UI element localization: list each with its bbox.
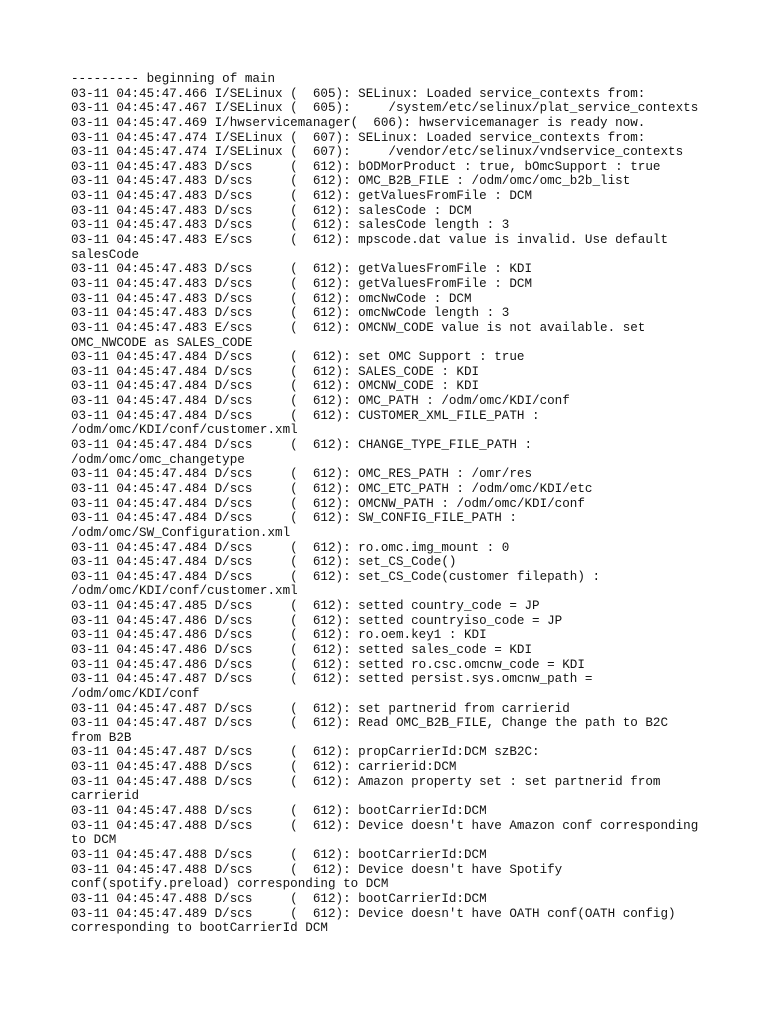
log-line: 03-11 04:45:47.489 D/scs ( 612): Device doesn't have OATH conf(OATH config) [71,906,676,921]
log-line: 03-11 04:45:47.488 D/scs ( 612): bootCarrierId:DCM [71,804,487,819]
log-line: /odm/omc/KDI/conf [71,686,200,701]
log-line: 03-11 04:45:47.484 D/scs ( 612): CHANGE_TYPE_FILE_PATH : [71,438,533,453]
log-line: 03-11 04:45:47.484 D/scs ( 612): OMCNW_CODE : KDI [71,379,480,394]
log-line: 03-11 04:45:47.485 D/scs ( 612): setted country_code = JP [71,599,540,614]
log-line: 03-11 04:45:47.486 D/scs ( 612): ro.oem.key1 : KDI [71,628,487,643]
log-line: 03-11 04:45:47.487 D/scs ( 612): Read OMC_B2B_FILE, Change the path to B2C [71,716,669,731]
log-line: 03-11 04:45:47.488 D/scs ( 612): bootCarrierId:DCM [71,891,487,906]
log-line: conf(spotify.preload) corresponding to DCM [71,877,389,892]
log-line: 03-11 04:45:47.466 I/SELinux ( 605): SELinux: Loaded service_contexts from: [71,86,646,101]
log-line: carrierid [71,789,140,804]
log-line: 03-11 04:45:47.483 D/scs ( 612): omcNwCode length : 3 [71,306,510,321]
log-line: --------- beginning of main [71,72,276,86]
log-line: 03-11 04:45:47.484 D/scs ( 612): set OMC Support : true [71,350,525,365]
log-line: 03-11 04:45:47.483 D/scs ( 612): getValuesFromFile : KDI [71,262,533,277]
log-line: 03-11 04:45:47.486 D/scs ( 612): setted ro.csc.omcnw_code = KDI [71,657,585,672]
log-line: 03-11 04:45:47.483 D/scs ( 612): getValuesFromFile : DCM [71,189,533,204]
log-line: /odm/omc/SW_Configuration.xml [71,525,291,540]
log-line: 03-11 04:45:47.488 D/scs ( 612): Device doesn't have Spotify [71,862,563,877]
log-line: 03-11 04:45:47.488 D/scs ( 612): Amazon property set : set partnerid from [71,774,661,789]
log-line: 03-11 04:45:47.483 D/scs ( 612): getValuesFromFile : DCM [71,276,533,291]
log-line: 03-11 04:45:47.483 D/scs ( 612): omcNwCode : DCM [71,291,472,306]
log-line: 03-11 04:45:47.483 D/scs ( 612): bODMorProduct : true, bOmcSupport : true [71,159,661,174]
log-line: 03-11 04:45:47.484 D/scs ( 612): SW_CONFIG_FILE_PATH : [71,511,517,526]
log-line: OMC_NWCODE as SALES_CODE [71,335,253,350]
log-line: 03-11 04:45:47.484 D/scs ( 612): CUSTOMER_XML_FILE_PATH : [71,408,540,423]
log-line: to DCM [71,833,117,848]
log-line: 03-11 04:45:47.467 I/SELinux ( 605): /system/etc/selinux/plat_service_contexts [71,101,699,116]
log-line: 03-11 04:45:47.483 E/scs ( 612): mpscode.dat value is invalid. Use default [71,233,669,248]
log-document [71,72,761,936]
log-line: /odm/omc/omc_changetype [71,452,245,467]
log-line: 03-11 04:45:47.484 D/scs ( 612): OMC_PATH : /odm/omc/KDI/conf [71,394,570,409]
log-line: 03-11 04:45:47.488 D/scs ( 612): carrierid:DCM [71,760,457,775]
log-line: salesCode [71,247,140,262]
log-line: /odm/omc/KDI/conf/customer.xml [71,423,298,438]
log-line: /odm/omc/KDI/conf/customer.xml [71,584,298,599]
log-line: 03-11 04:45:47.483 E/scs ( 612): OMCNW_CODE value is not available. set [71,320,646,335]
log-line: 03-11 04:45:47.488 D/scs ( 612): Device doesn't have Amazon conf corresponding [71,818,699,833]
log-line: 03-11 04:45:47.486 D/scs ( 612): setted countryiso_code = JP [71,613,563,628]
log-line: 03-11 04:45:47.487 D/scs ( 612): set partnerid from carrierid [71,701,570,716]
log-line: 03-11 04:45:47.484 D/scs ( 612): OMC_RES_PATH : /omr/res [71,467,533,482]
log-line: 03-11 04:45:47.483 D/scs ( 612): salesCode length : 3 [71,218,510,233]
log-line: 03-11 04:45:47.474 I/SELinux ( 607): /vendor/etc/selinux/vndservice_contexts [71,145,684,160]
log-line: 03-11 04:45:47.484 D/scs ( 612): OMCNW_PATH : /odm/omc/KDI/conf [71,496,585,511]
log-line: 03-11 04:45:47.469 I/hwservicemanager( 606): hwservicemanager is ready now. [71,115,646,130]
log-line: 03-11 04:45:47.484 D/scs ( 612): set_CS_Code(customer filepath) : [71,569,601,584]
log-line: 03-11 04:45:47.488 D/scs ( 612): bootCarrierId:DCM [71,847,487,862]
log-line: 03-11 04:45:47.483 D/scs ( 612): OMC_B2B_FILE : /odm/omc/omc_b2b_list [71,174,631,189]
log-line: 03-11 04:45:47.484 D/scs ( 612): SALES_CODE : KDI [71,364,480,379]
log-line: 03-11 04:45:47.487 D/scs ( 612): propCarrierId:DCM szB2C: [71,745,540,760]
log-line: from B2B [71,730,132,745]
log-line: 03-11 04:45:47.486 D/scs ( 612): setted sales_code = KDI [71,642,533,657]
log-line: corresponding to bootCarrierId DCM [71,921,328,936]
log-line: 03-11 04:45:47.484 D/scs ( 612): OMC_ETC_PATH : /odm/omc/KDI/etc [71,481,593,496]
log-text-block [71,72,761,936]
log-line: 03-11 04:45:47.483 D/scs ( 612): salesCode : DCM [71,203,472,218]
log-line: 03-11 04:45:47.484 D/scs ( 612): ro.omc.img_mount : 0 [71,540,510,555]
log-line: 03-11 04:45:47.484 D/scs ( 612): set_CS_Code() [71,555,457,570]
log-line: 03-11 04:45:47.474 I/SELinux ( 607): SELinux: Loaded service_contexts from: [71,130,646,145]
log-line: 03-11 04:45:47.487 D/scs ( 612): setted persist.sys.omcnw_path = [71,672,593,687]
